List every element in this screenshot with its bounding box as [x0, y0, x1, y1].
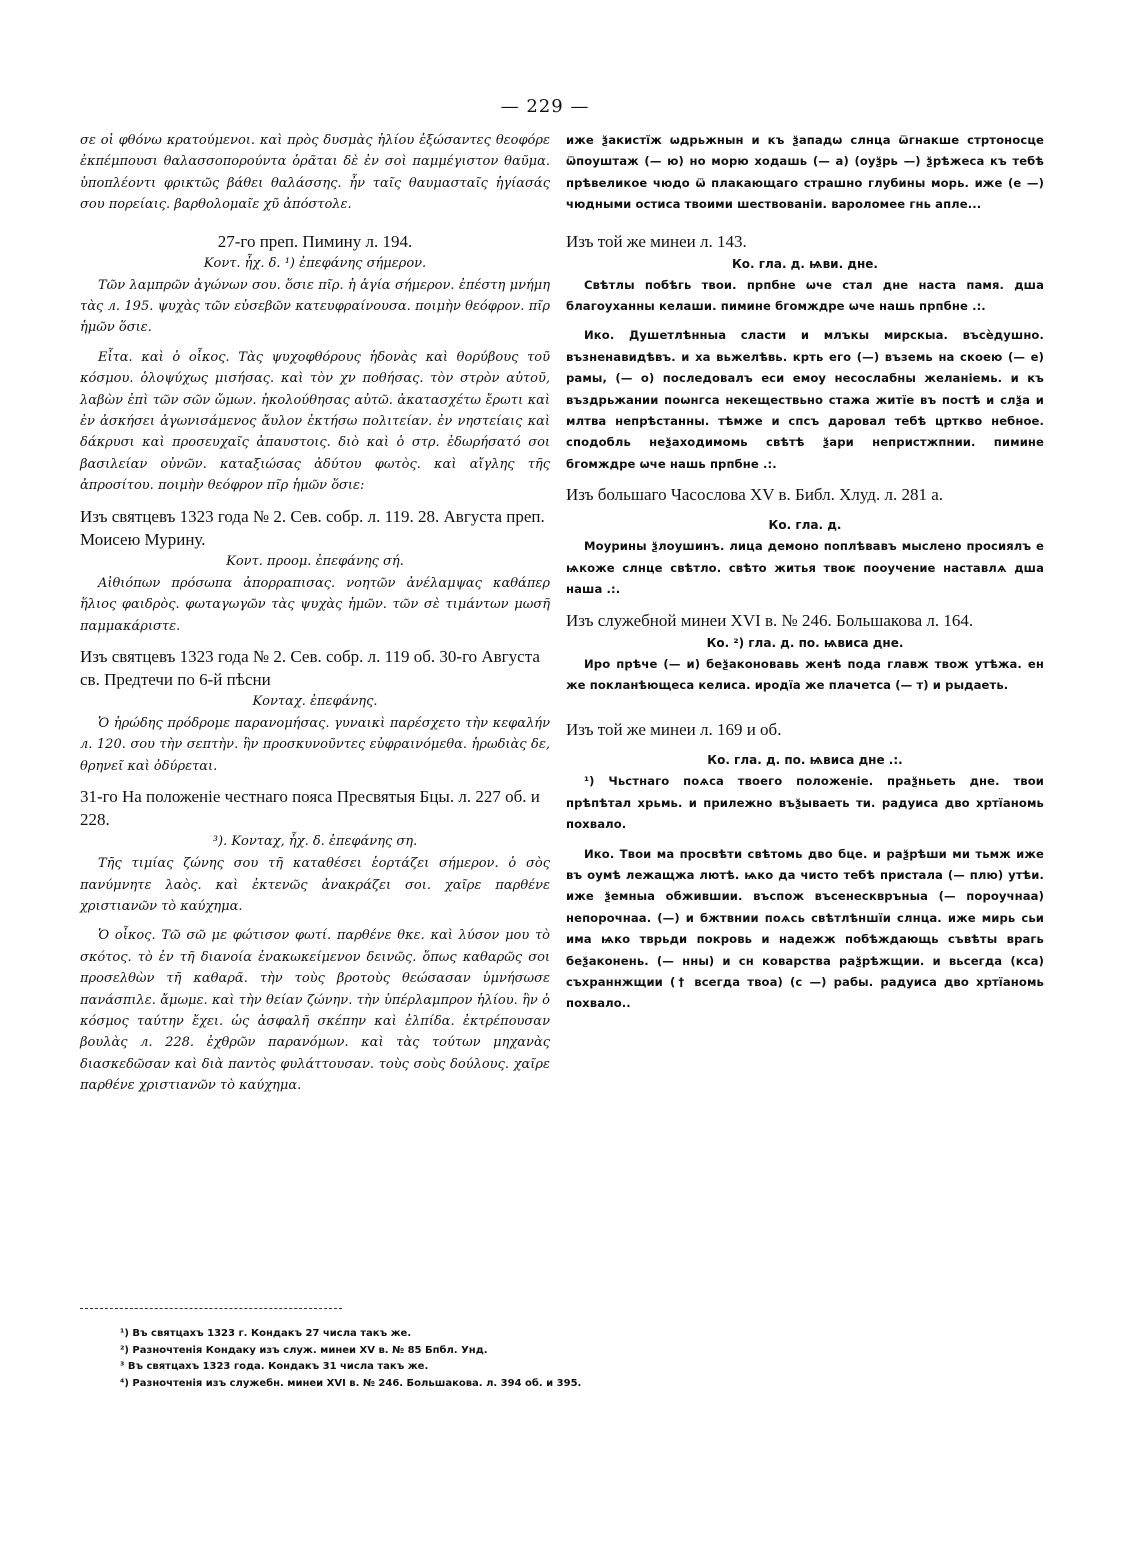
greek-text-block: Ὁ ἡρώδης πρόδρομε παρανομήσας. γυναικὶ παρέσχετο τὴν κεφαλήν л. 120. σου τὴν σεπτὴν. ἣν προσκυνοῦντες εὐφραινόμεθα. ἡρωδιὰς δε, θρηνεῖ καὶ ὀδύρεται. [80, 715, 550, 774]
kontakion-heading: Κοντ. ἦχ. δ. ¹) ἐπεφάνης σήμερον. [203, 255, 427, 271]
left-column [80, 130, 550, 1097]
slavonic-text-block: ¹) Чьстнаго поѧса твоего положеніе. праѯньеть дне. твои прѣпѣтал хрьмь. и прилежно въѯываеть ти. радуиса дво хртїаномь похвало. [566, 774, 1044, 832]
footnotes [120, 1326, 820, 1392]
footnote: ³ Въ святцахъ 1323 года. Кондакъ 31 числа такъ же. [120, 1361, 429, 1372]
slavonic-text-block: Свѣтлы побѣгь твои. прпбне ѡче стал дне наста памя. дша благоуханны келаши. пимине бгомждре ѡче нашь прпбне .:. [566, 277, 1044, 314]
slavonic-text-block: Ико. Душетлѣнныа сласти и млъкы мирскыа. въсѐдушно. възненавидѣвъ. и ха вьжелѣвь. крть его (—) въземь на скоею (— е) рамы, (— о) последовалъ еси емоу несослабны желаніемь. и къ въздрьжании поѡнгса некеществьно стажа житїе въ постѣ и слѯа и млтва непрѣстанны. тѣмже и спсъ даровал тебѣ црткво небное. сподобль неѯаходимомь свѣтѣ ѯари непристжпнии. пимине бгомждре ѡче нашь прпбне .:. [566, 328, 1044, 471]
greek-text-block: Τῶν λαμπρῶν ἀγώνων σου. ὅσιε πῖρ. ἡ ἁγία σήμερον. ἐπέστη μνήμη τὰς л. 195. ψυχὰς τῶν εὐσεβῶν κατευφραίνουσα. ποιμὴν θεόφρον. πῖρ ἡμῶν ὅσιε. [80, 277, 550, 336]
greek-text-block: Εἶτα. καὶ ὁ οἶκος. Τὰς ψυχοφθόρους ἡδονὰς καὶ θορύβους τοῦ κόσμου. ὁλοψύχως μισήσας. καὶ τὸν χν ποθήσας. τὸν στρὸν αὐτοῦ, λαβὼν ἐπὶ τῶν σῶν ὤμων. ἠκολούθησας αὐτῶ. ἀκατασχέτω ἔρωτι καὶ ἐν ἀσκήσει ἀγωνισάμενος ἄυλον ἐκτήσω πολιτείαν. ἐν νηστείαις καὶ δάκρυσι καὶ προσευχαῖς ἀπαυστοις. διὸ καὶ ὁ στρ. ἐδωρήσατό σοι βασιλείαν οὐνῶν. καταξιώσας ἀδύτου φωτὸς. καὶ αἴγλης τῆς ἀπροσίτου. ποιμὴν θεόφρον πῖρ ἡμῶν ὅσιε: [80, 349, 550, 494]
kontakion-heading: Κονταχ. ἐπεφάνης. [252, 693, 378, 709]
greek-text-block: σε οἱ φθόνω κρατούμενοι. καὶ πρὸς δυσμὰς ἡλίου ἐξώσαντες θεοφόρε ἐκπέμπουσι θαλασσοπορούντα ὁρᾶται δὲ ἐν σοὶ παμμέγιστον θαῦμα. ὑποπλέοντι φρικτῶς βάθει θαλάσσης. ἦν ταῖς θαυμασταῖς ἡγίασάς σου πορείαις. βαρθολομαῖε χῦ ἀπόστολε. [80, 133, 550, 213]
greek-text-block: Αἰθιόπων πρόσωπα ἀπορραπισας. νοητῶν ἀνέλαμψας καθάπερ ἥλιος φαιδρὸς. φωταγωγῶν τὰς ψυχὰς ἡμῶν. τῶν σὲ τιμάντων μωσῆ παμμακάριστε. [80, 575, 550, 634]
kontakion-heading: Ко. гла. д. [768, 518, 842, 533]
slavonic-text-block: Ико. Твои ма просвѣти свѣтомь дво бце. и раѯрѣши ми тьмж иже въ оумѣ лежащжа лютѣ. ѩко да чисто тебѣ пристала (— плю) утѣи. иже ѯемныа обжившии. въспож въсенесквръныа (— пороучнаа) непорочнаа. (—) и бжтвнии поѧсь свѣтлѣншїи слнца. иже мирь сьи има ѩко тврьди покровь и надежж побѣждающь съвѣты врагь беѯаконень. (— нны) и сн коварства раѯрѣжщии. и вьсегда (кса) съхраннжщии († всегда твоа) (с —) рабы. радуиса дво хртїаномь похвало.. [566, 846, 1044, 1011]
kontakion-heading: Ко. гла. д. ѩви. дне. [732, 256, 878, 271]
page-number: — 229 — [500, 96, 590, 117]
kontakion-heading: Ко. ²) гла. д. по. ѩвиса дне. [706, 635, 904, 650]
footnote: ²) Разночтенія Кондаку изъ служ. минеи XV в. № 85 Бпбл. Унд. [120, 1344, 488, 1356]
slavonic-text-block: Моурины ѯлоушинъ. лица демоно поплѣвавъ мыслено просиялъ е ѩкоже слнце свѣтло. свѣто житья твоѥ пооучение наставлѧ дша наша .:. [566, 539, 1044, 597]
greek-text-block: Τῆς τιμίας ζώνης σου τῆ καταθέσει ἑορτάζει σήμερον. ὁ σὸς πανύμνητε λαὸς. καὶ ἐκτενῶς ἀνακράζει σοι. χαῖρε παρθένε χριστιανῶν τὸ καύχημα. [80, 856, 550, 914]
section-heading: Изъ святцевъ 1323 года № 2. Сев. собр. л. 119. 28. Августа преп. Моисею Мурину. [80, 506, 545, 549]
kontakion-heading: Ко. гла. д. по. ѩвиса дне .:. [707, 753, 903, 768]
footnote: ⁴) Разночтенія изъ служебн. минеи XVI в. № 246. Большакова. л. 394 об. и 395. [120, 1377, 582, 1389]
section-heading: Изъ той же минеи л. 169 и об. [566, 720, 782, 740]
slavonic-text-block: Иро прѣче (— и) беѯаконовавь женѣ пода главж твож утѣжа. ен же покланѣющеса келиса. иродїа же плачетса (— т) и рыдаеть. [566, 656, 1044, 692]
slavonic-text-block: иже ѯакистїж ѡдрьжнын и къ ѯападѡ слнца ѿгнакше стртоносце ѿпоуштаж (— ю) но морю ходашь (— а) (оуѯрь —) ѯрѣжеса къ тебѣ прѣвеликое чюдо ѿ плакающаго страшно глубины морь. иже (е —) чюдными остиса твоими шествованіи. вароломее гнь апле... [566, 133, 1044, 212]
section-heading: Изъ служебной минеи XVI в. № 246. Большакова л. 164. [566, 610, 974, 630]
greek-text-block: Ὁ οἶκος. Τῶ σῶ με φώτισον φωτί. παρθένε θκε. καὶ λύσον μου τὸ σκότος. τὸ ἐν τῆ διανοία ἐνακωκείμενον δεινῶς. ὅπως καθαρῶς σοι προσελθὼν τῆ καθαρᾶ. τὴν τοὺς βροτοὺς θεώσασαν ὑμνήσωσε πανάσπιλε. ἄμωμε. καὶ τὴν θείαν ζώνην. τὴν ὑπέρλαμπρον ἡλίου. ἣν ὁ κόσμος ταύτην ἔχει. ὡς ἀσφαλῆ σκέπην καὶ ἐλπίδα. ἐκτρέπουσαν βουλὰς л. 228. ἐχθρῶν παρανόμων. καὶ τὰς τούτων μηχανὰς διασκεδῶσαν καὶ διὰ παντὸς φυλάττουσαν. τοὺς σοὺς δούλους. χαῖρε παρθένε χριστιανῶν τὸ καύχημα. [80, 928, 550, 1094]
section-heading: Изъ той же минеи л. 143. [566, 231, 747, 251]
section-heading: 31-го На положеніе честнаго пояса Пресвятыя Бцы. л. 227 об. и 228. [80, 787, 540, 830]
section-heading: Изъ святцевъ 1323 года № 2. Сев. собр. л. 119 об. 30-го Августа св. Предтечи по 6-й пѣсни [80, 646, 540, 689]
section-heading: Изъ большаго Часослова XV в. Библ. Хлуд. л. 281 а. [566, 485, 943, 505]
kontakion-heading: ³). Κονταχ, ἦχ. δ. ἐπεφάνης ση. [212, 834, 418, 850]
kontakion-heading: Κοντ. προομ. ἐπεφάνης σή. [226, 553, 404, 569]
right-column [566, 130, 1044, 1015]
footnote: ¹) Въ святцахъ 1323 г. Кондакъ 27 числа такъ же. [120, 1328, 412, 1339]
section-heading: 27-го преп. Пимину л. 194. [217, 231, 413, 251]
footnote-divider [80, 1308, 342, 1309]
